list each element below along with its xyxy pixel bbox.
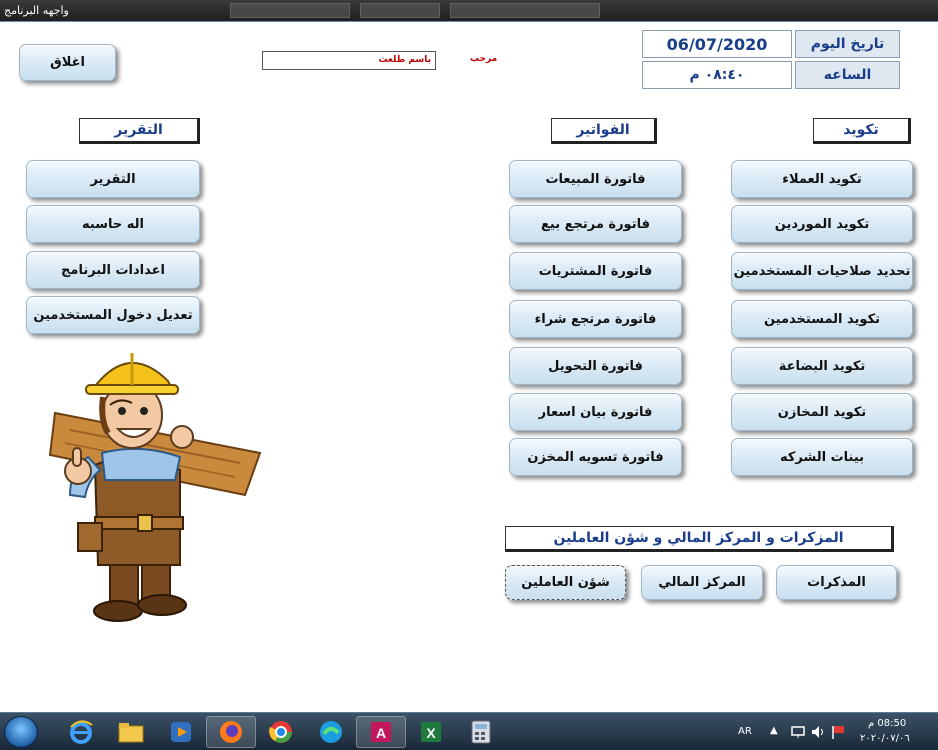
time-value: ٠٨:٤٠ م — [642, 61, 792, 89]
coding-warehouses-button[interactable]: تكويد المخازن — [731, 393, 913, 431]
volume-icon[interactable] — [810, 724, 826, 740]
sales-return-invoice-button[interactable]: فاتورة مرتجع بيع — [509, 205, 682, 243]
worker-mascot-illustration — [40, 345, 265, 630]
employees-affairs-button[interactable]: شؤن العاملين — [505, 565, 626, 600]
windows-taskbar — [0, 712, 938, 750]
media-player-icon[interactable] — [156, 716, 206, 748]
access-icon[interactable] — [356, 716, 406, 748]
time-label: الساعه — [795, 61, 900, 89]
close-button[interactable]: اغلاق — [19, 44, 116, 81]
language-indicator[interactable]: AR — [738, 726, 752, 737]
program-settings-button[interactable]: اعدادات البرنامج — [26, 251, 200, 289]
background-window-ghost — [360, 3, 440, 18]
section-finance-header: المزكرات و المركز المالي و شؤن العاملين — [505, 526, 894, 552]
action-center-flag-icon[interactable] — [830, 724, 846, 740]
window-titlebar — [0, 0, 938, 22]
memos-button[interactable]: المذكرات — [776, 565, 897, 600]
price-quote-invoice-button[interactable]: فاتورة بيان اسعار — [509, 393, 682, 431]
purchases-invoice-button[interactable]: فاتورة المشتريات — [509, 252, 682, 290]
transfer-invoice-button[interactable]: فاتورة التحويل — [509, 347, 682, 385]
coding-users-button[interactable]: تكويد المستخدمين — [731, 300, 913, 338]
tray-clock-time[interactable]: 08:50 م — [868, 718, 907, 729]
user-permissions-button[interactable]: تحديد صلاحيات المستخدمين — [731, 252, 913, 290]
edge-icon[interactable] — [306, 716, 356, 748]
calculator-button[interactable]: اله حاسبه — [26, 205, 200, 243]
background-window-ghost — [230, 3, 350, 18]
tray-clock-date[interactable]: ٢٠٢٠/٠٧/٠٦ — [860, 733, 910, 744]
welcome-label: مرحب — [470, 54, 498, 64]
network-icon[interactable] — [790, 724, 806, 740]
date-label: تاريخ اليوم — [795, 30, 900, 58]
financial-center-button[interactable]: المركز المالي — [641, 565, 763, 600]
calculator-icon[interactable] — [456, 716, 506, 748]
start-button[interactable] — [4, 716, 38, 748]
section-coding-header: تكويد — [813, 118, 911, 144]
internet-explorer-icon[interactable] — [56, 716, 106, 748]
purchase-return-invoice-button[interactable]: فاتورة مرتجع شراء — [509, 300, 682, 338]
company-data-button[interactable]: بينات الشركه — [731, 438, 913, 476]
svg-text:A: A — [375, 725, 387, 741]
edit-user-login-button[interactable]: تعديل دخول المستخدمين — [26, 296, 200, 334]
section-invoices-header: الفواتير — [551, 118, 657, 144]
coding-goods-button[interactable]: تكويد البضاعة — [731, 347, 913, 385]
stock-adjustment-invoice-button[interactable]: فاتورة تسويه المخزن — [509, 438, 682, 476]
date-value: 06/07/2020 — [642, 30, 792, 58]
window-title: واجهه البرنامج — [4, 4, 69, 17]
coding-customers-button[interactable]: تكويد العملاء — [731, 160, 913, 198]
sales-invoice-button[interactable]: فاتورة المبيعات — [509, 160, 682, 198]
user-name-field: باسم طلعت — [262, 51, 436, 70]
excel-icon[interactable] — [406, 716, 456, 748]
firefox-icon[interactable] — [206, 716, 256, 748]
background-window-ghost — [450, 3, 600, 18]
svg-text:X: X — [426, 725, 436, 741]
report-button[interactable]: التقرير — [26, 160, 200, 198]
file-explorer-icon[interactable] — [106, 716, 156, 748]
show-hidden-icons-icon[interactable]: ▲ — [770, 725, 778, 736]
section-reports-header: التقرير — [79, 118, 200, 144]
coding-suppliers-button[interactable]: تكويد الموردين — [731, 205, 913, 243]
chrome-icon[interactable] — [256, 716, 306, 748]
